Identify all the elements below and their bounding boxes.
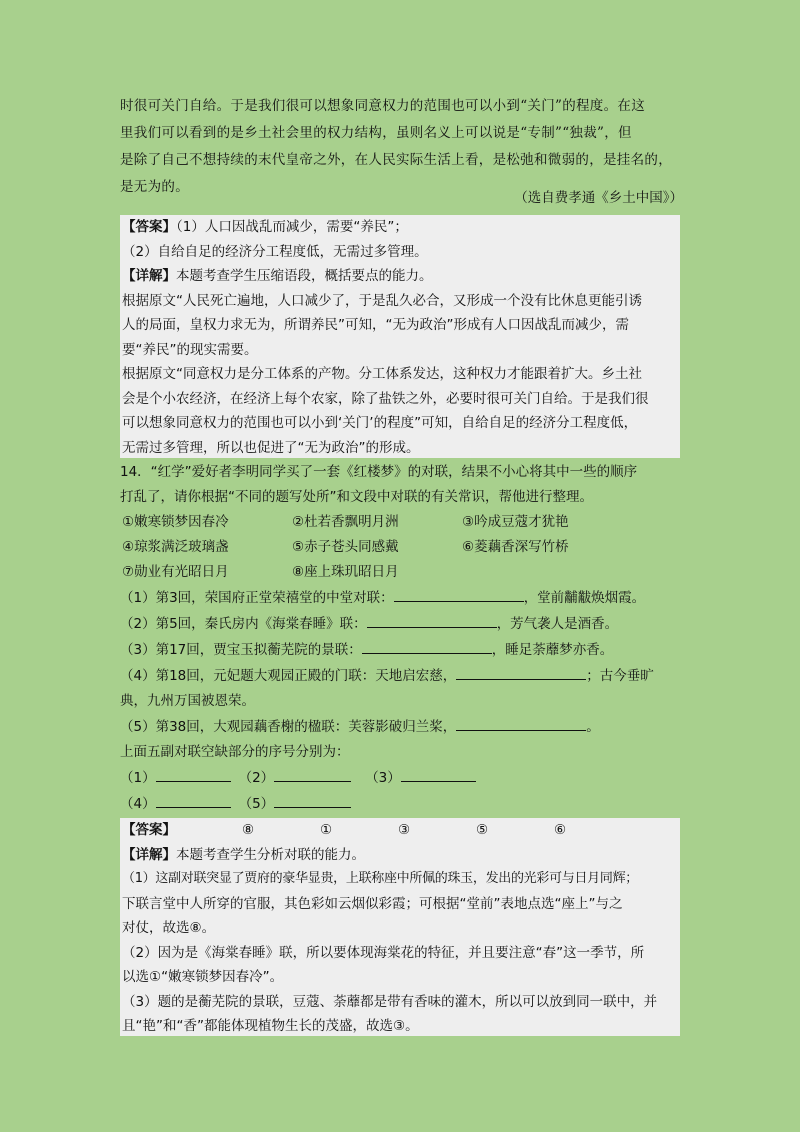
blank-label: （1） — [120, 770, 156, 786]
detail-line: 以选①“嫩寒锁梦因春冷”。 — [122, 969, 284, 985]
answer-line: （2）自给自足的经济分工程度低，无需过多管理。 — [122, 243, 428, 260]
sub-question-2 — [120, 611, 685, 637]
passage-source: （选自费孝通《乡土中国》） — [514, 190, 683, 206]
question-stem: 打乱了，请你根据“不同的题写处所”和文段中对联的有关常识，帮他进行整理。 — [120, 489, 593, 505]
detail-line: 根据原文“人民死亡遍地，人口减少了，于是乱久必合，又形成一个没有比休息更能引诱 — [122, 292, 642, 309]
question-14 — [120, 460, 685, 817]
detail-line: 根据原文“同意权力是分工体系的产物。分工体系发达，这种权力才能跟着扩大。乡土社 — [122, 366, 642, 382]
sub-question-text: 。 — [586, 719, 600, 735]
option-item: ②杜若香飘明月洲 — [292, 514, 399, 530]
option-item: ①嫩寒锁梦因春冷 — [122, 514, 229, 530]
sub-question-text: （2）第5回，秦氏房内《海棠春睡》联： — [120, 616, 367, 632]
answer-value: ③ — [398, 822, 411, 838]
fill-blank[interactable] — [394, 585, 524, 602]
fill-blank[interactable] — [456, 663, 586, 680]
blank-label: （5） — [238, 796, 275, 812]
passage-line: 是无为的。 — [120, 179, 189, 195]
fill-blank[interactable] — [362, 637, 492, 654]
detail-line: （3）题的是蘅芜院的景联，豆蔻、荼蘼都是带有香味的灌木，所以可以放到同一联中，并 — [122, 993, 658, 1010]
detail-line: 对仗，故选⑧。 — [122, 920, 216, 936]
passage-line: 是除了自己不想持续的末代皇帝之外，在人民实际生活上看，是松弛和微弱的，是挂名的， — [120, 152, 672, 168]
answer-label: 【答案】 — [122, 822, 176, 838]
detail-line: 人的局面，皇权力求无为，所谓养民”可知，“无为政治”形成有人口因战乱而减少，需 — [122, 317, 629, 333]
answer-value: ① — [320, 822, 333, 838]
sub-question-3 — [120, 637, 685, 663]
passage-line: 里我们可以看到的是乡土社会里的权力结构，虽则名义上可以说是“专制”“独裁”，但 — [120, 125, 632, 141]
option-item: ⑤赤子苍头同感戴 — [292, 539, 399, 555]
option-item: ③吟成豆蔻才犹艳 — [462, 514, 569, 530]
detail-line — [122, 264, 678, 289]
passage-line: 时很可关门自给。于是我们很可以想象同意权力的范围也可以小到“关门”的程度。在这 — [120, 98, 646, 114]
detail-label: 【详解】 — [122, 268, 176, 284]
answer-blank[interactable] — [274, 765, 351, 782]
option-item: ⑥菱藕香深写竹桥 — [462, 539, 569, 555]
sub-question-text: （4）第18回，元妃题大观园正殿的门联：天地启宏慈， — [120, 668, 457, 684]
detail-intro: 本题考查学生分析对联的能力。 — [176, 846, 365, 863]
detail-line: 下联言堂中人所穿的官服，其色彩如云烟似彩霞；可根据“堂前”表地点选“座上”与之 — [122, 895, 623, 912]
detail-line — [122, 843, 678, 868]
sub-question-text: ，芳气袭人是酒香。 — [496, 616, 619, 632]
sub-question-1 — [120, 585, 685, 611]
blank-label: （4） — [120, 796, 156, 812]
answer-box-2 — [120, 818, 680, 1036]
detail-line: 会是个小农经济，在经济上每个农家，除了盐铁之外，必要时很可关门自给。于是我们很 — [122, 390, 649, 407]
detail-line: （2）因为是《海棠春睡》联，所以要体现海棠花的特征，并且要注意“春”这一季节，所 — [122, 944, 645, 961]
sub-question-text: ；古今垂旷 — [586, 668, 654, 684]
fill-blank[interactable] — [367, 611, 497, 628]
sub-question-text: ，睡足荼蘼梦亦香。 — [491, 642, 614, 658]
answer-blank[interactable] — [156, 765, 231, 782]
sub-question-text: ，堂前黼黻焕烟霞。 — [523, 590, 646, 606]
answer-blank[interactable] — [156, 791, 231, 808]
detail-label: 【详解】 — [122, 846, 176, 863]
detail-line: 无需过多管理，所以也促进了“无为政治”的形成。 — [122, 439, 420, 456]
answer-blanks-row-2 — [120, 791, 685, 817]
sub-question-5 — [120, 714, 685, 740]
sub-question-text: （1）第3回，荣国府正堂荣禧堂的中堂对联： — [120, 590, 394, 606]
option-grid — [122, 510, 685, 585]
answer-box-1 — [120, 215, 680, 458]
question-stem: 14．“红学”爱好者李明同学买了一套《红楼梦》的对联，结果不小心将其中一些的顺序 — [120, 464, 638, 480]
sub-question-4-cont: 典，九州万国被恩荣。 — [120, 693, 255, 709]
blank-label: （3） — [365, 770, 401, 786]
option-item: ⑦勋业有光昭日月 — [122, 564, 229, 580]
answer-blank[interactable] — [401, 765, 476, 782]
blank-prompt: 上面五副对联空缺部分的序号分别为： — [120, 744, 350, 760]
sub-question-text: （5）第38回，大观园藕香榭的楹联：芙蓉影破归兰桨， — [120, 719, 457, 735]
answer-text: （1）人口因战乱而减少，需要“养民”； — [176, 219, 408, 235]
answer-values-row — [122, 818, 678, 843]
detail-line: 可以想象同意权力的范围也可以小到‘关门’的程度”可知，自给自足的经济分工程度低， — [122, 415, 638, 431]
fill-blank[interactable] — [456, 714, 586, 731]
passage — [120, 93, 683, 201]
option-item: ⑧座上珠玑昭日月 — [292, 564, 399, 580]
detail-line: 要“养民”的现实需要。 — [122, 341, 258, 358]
detail-line: 且“艳”和“香”都能体现植物生长的茂盛，故选③。 — [122, 1018, 419, 1034]
answer-blanks-row-1 — [120, 765, 685, 791]
answer-label: 【答案】 — [122, 219, 176, 235]
answer-value: ⑧ — [242, 822, 255, 838]
blank-label: （2） — [238, 770, 275, 786]
option-item: ④琼浆满泛玻璃盏 — [122, 539, 229, 555]
answer-line — [122, 215, 678, 240]
sub-question-4 — [120, 663, 685, 689]
sub-question-text: （3）第17回，贾宝玉拟蘅芜院的景联： — [120, 642, 362, 658]
detail-intro: 本题考查学生压缩语段，概括要点的能力。 — [176, 268, 433, 284]
detail-line: （1）这副对联突显了贾府的豪华显贵，上联称座中所佩的珠玉，发出的光彩可与日月同辉； — [122, 871, 638, 886]
answer-blank[interactable] — [274, 791, 351, 808]
answer-value: ⑤ — [476, 822, 489, 838]
answer-value: ⑥ — [554, 822, 567, 838]
